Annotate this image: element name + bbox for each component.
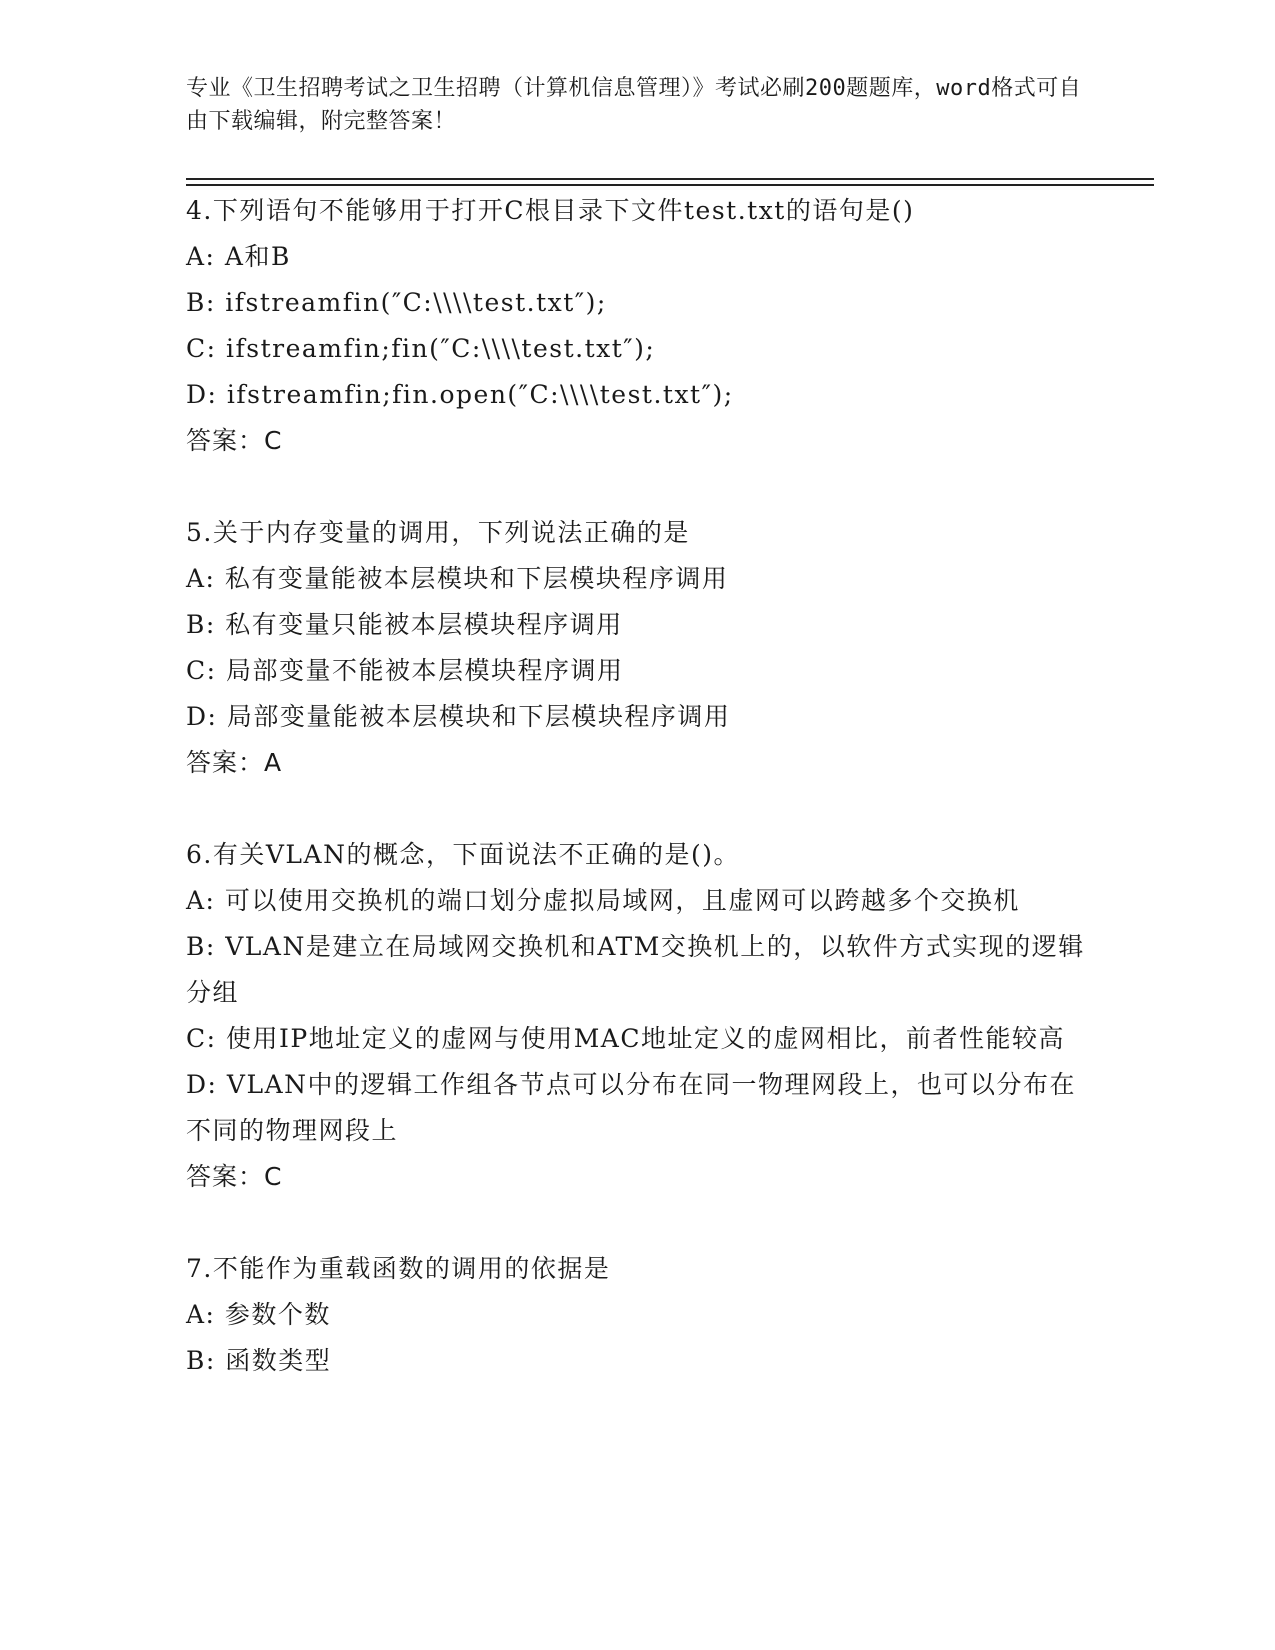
question-6 <box>186 832 1086 1200</box>
question-5 <box>186 510 1086 786</box>
option-d: D: 局部变量能被本层模块和下层模块程序调用 <box>186 702 731 731</box>
question-4 <box>186 188 1086 464</box>
option-a: A: 可以使用交换机的端口划分虚拟局域网，且虚网可以跨越多个交换机 <box>186 886 1020 915</box>
option-b: B: ifstreamfin(″C:\\\\test.txt″); <box>186 288 607 317</box>
answer-line: 答案：A <box>186 748 283 777</box>
option-a: A: 参数个数 <box>186 1300 331 1329</box>
header-divider-bottom <box>186 184 1154 186</box>
question-stem: 4.下列语句不能够用于打开C根目录下文件test.txt的语句是() <box>186 196 915 225</box>
option-c: C: 使用IP地址定义的虚网与使用MAC地址定义的虚网相比，前者性能较高 <box>186 1024 1065 1053</box>
option-b: B: 私有变量只能被本层模块程序调用 <box>186 610 623 639</box>
answer-line: 答案：C <box>186 426 283 455</box>
option-c: C: 局部变量不能被本层模块程序调用 <box>186 656 624 685</box>
document-header: 专业《卫生招聘考试之卫生招聘（计算机信息管理）》考试必刷200题题库，word格式可自由下载编辑，附完整答案！ <box>186 76 1082 134</box>
question-stem: 6.有关VLAN的概念，下面说法不正确的是()。 <box>186 840 740 869</box>
option-a: A: 私有变量能被本层模块和下层模块程序调用 <box>186 564 729 593</box>
option-b: B: 函数类型 <box>186 1346 332 1375</box>
option-d: D: ifstreamfin;fin.open(″C:\\\\test.txt″); <box>186 380 734 409</box>
option-a: A: A和B <box>186 242 291 271</box>
header-divider-top <box>186 178 1154 180</box>
question-stem: 5.关于内存变量的调用，下列说法正确的是 <box>186 518 690 547</box>
question-stem: 7.不能作为重载函数的调用的依据是 <box>186 1254 611 1283</box>
question-7 <box>186 1246 1086 1384</box>
option-b: B: VLAN是建立在局域网交换机和ATM交换机上的，以软件方式实现的逻辑分组 <box>186 932 1085 1007</box>
option-c: C: ifstreamfin;fin(″C:\\\\test.txt″); <box>186 334 656 363</box>
question-list <box>186 188 1086 1430</box>
answer-line: 答案：C <box>186 1162 283 1191</box>
option-d: D: VLAN中的逻辑工作组各节点可以分布在同一物理网段上，也可以分布在不同的物理网段上 <box>186 1070 1077 1145</box>
